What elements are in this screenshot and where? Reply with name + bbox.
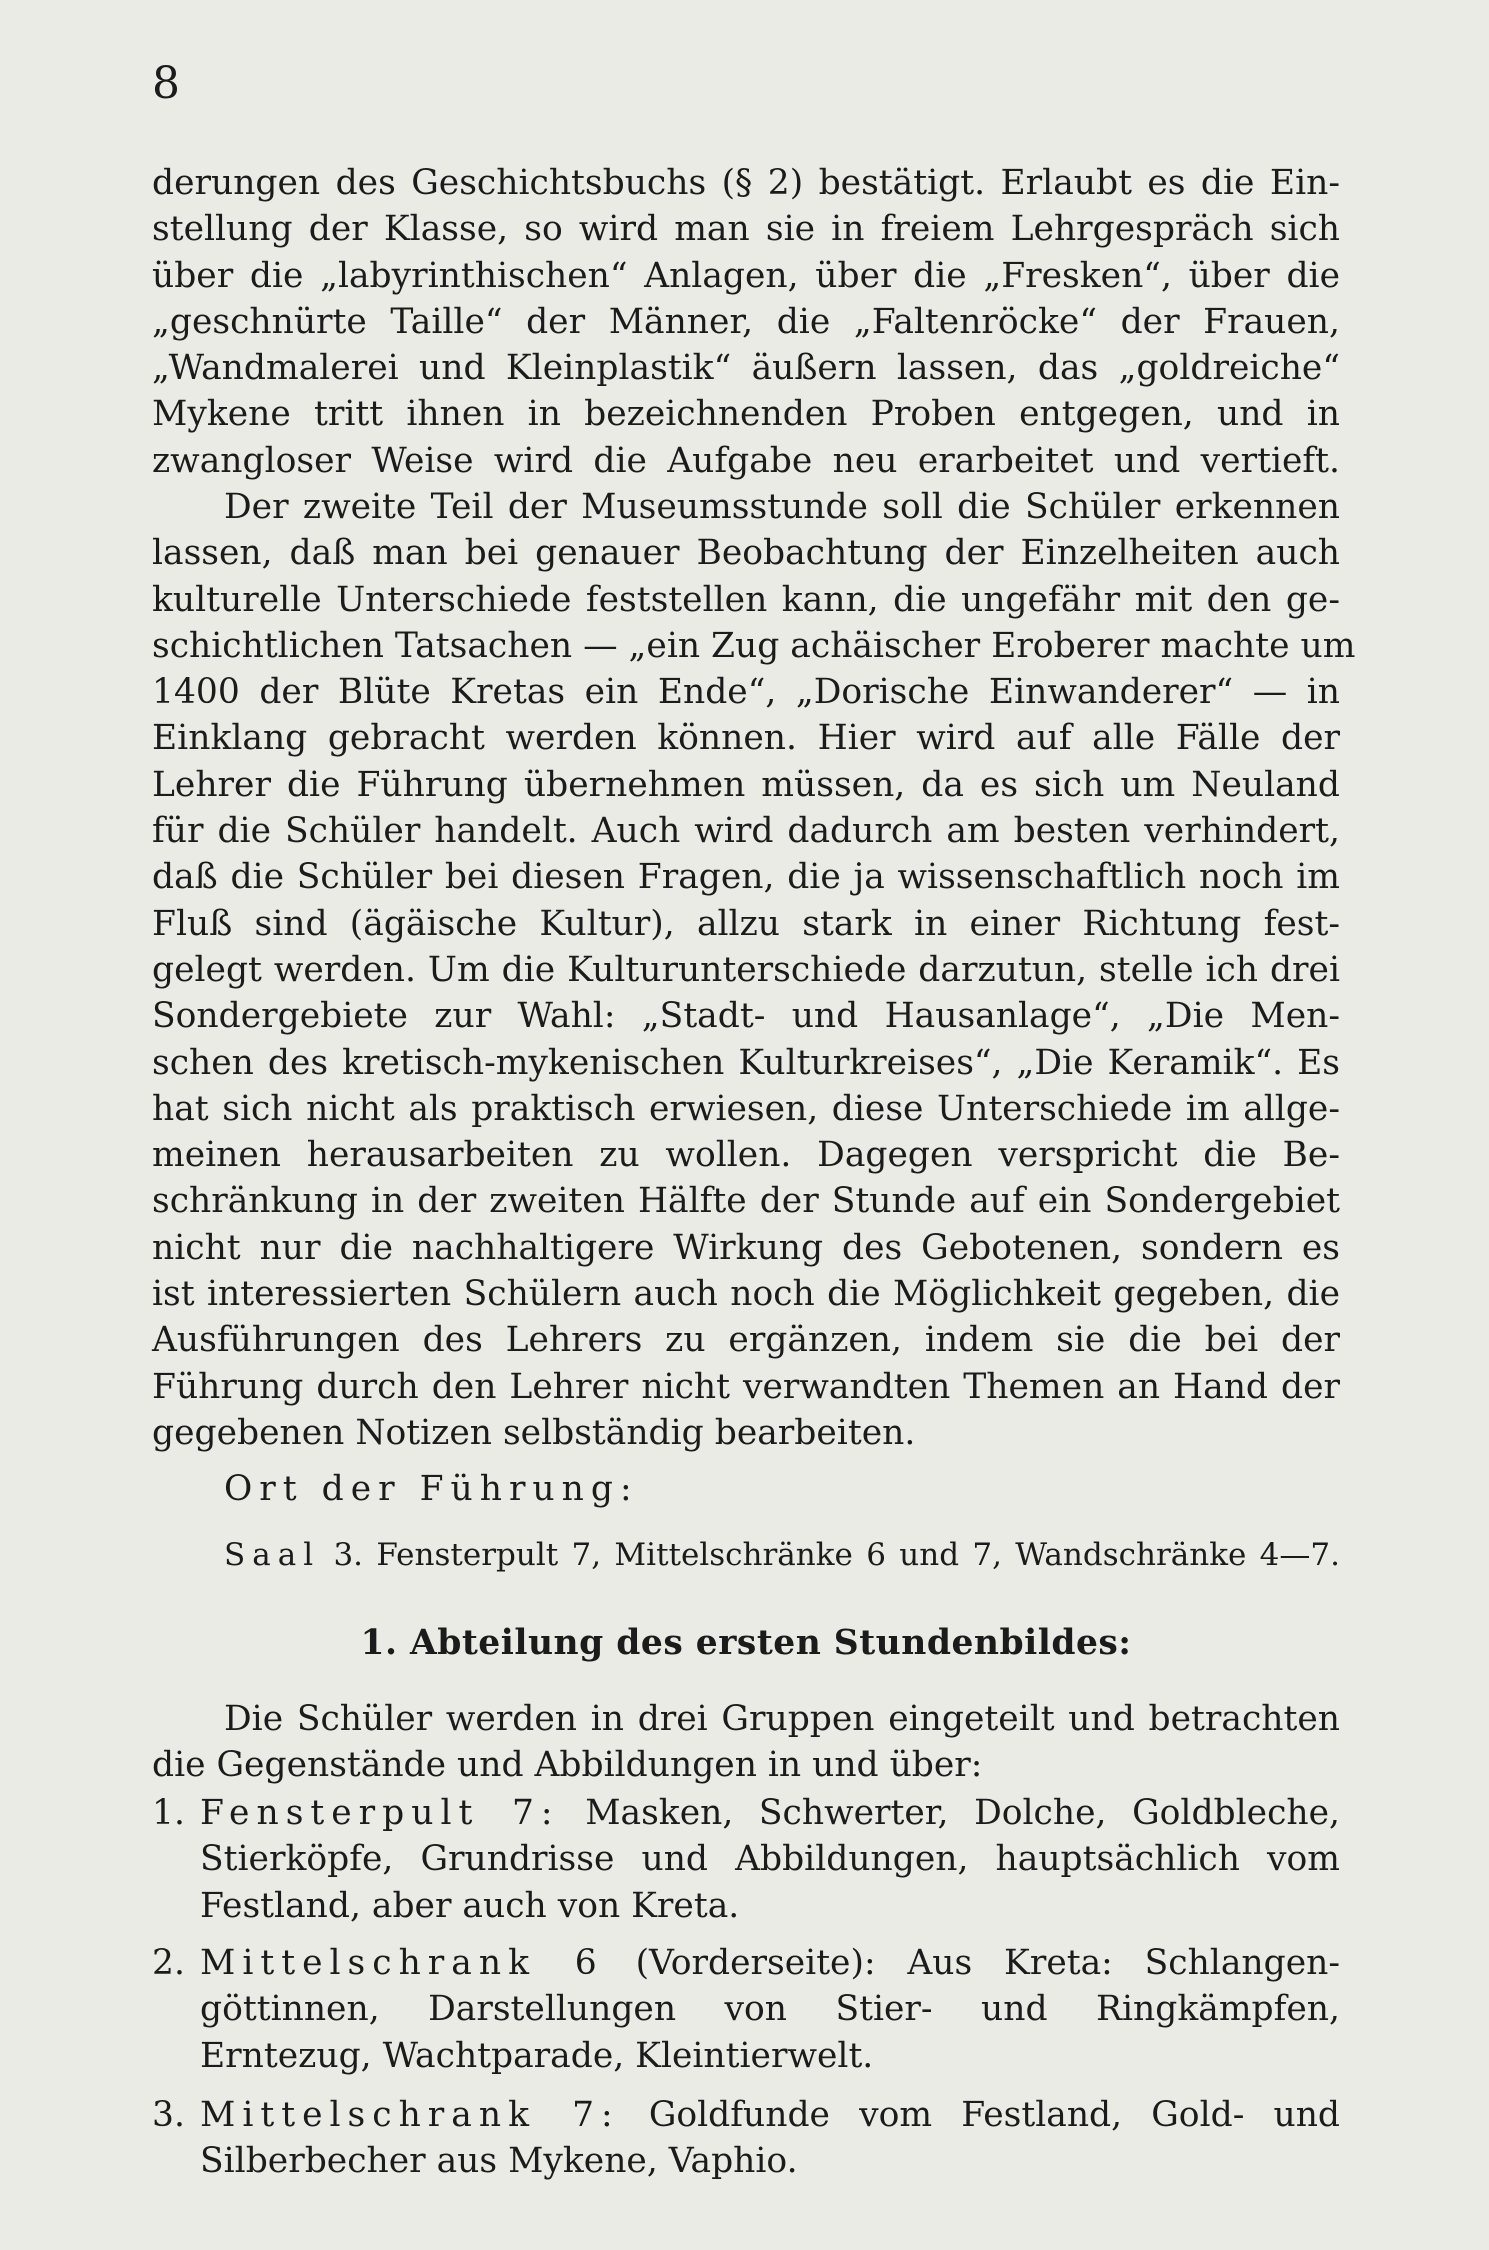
text-line: Ausführungen des Lehrers zu ergänzen, indem sie die bei der bbox=[152, 1320, 1340, 1361]
text-line: Erntezug, Wachtparade, Kleintierwelt. bbox=[200, 2035, 874, 2076]
location-label: Ort der Führung: bbox=[224, 1469, 639, 1509]
section-title: 1. Abteilung des ersten Stundenbildes: bbox=[360, 1623, 1132, 1663]
text-line: kulturelle Unterschiede feststellen kann, die ungefähr mit den ge- bbox=[152, 579, 1340, 620]
list-item-name: Fensterpult 7: bbox=[200, 1793, 560, 1833]
list-item-number: 2. bbox=[152, 1943, 185, 1983]
text-line: Mykene tritt ihnen in bezeichnenden Proben entgegen, und in bbox=[152, 394, 1340, 435]
text-line: derungen des Geschichtsbuchs (§ 2) bestätigt. Erlaubt es die Ein- bbox=[152, 163, 1340, 203]
text-line: stellung der Klasse, so wird man sie in freiem Lehrgespräch sich bbox=[152, 209, 1340, 250]
text-line: Lehrer die Führung übernehmen müssen, da es sich um Neuland bbox=[152, 764, 1340, 805]
list-item-name: Mittelschrank 6 bbox=[200, 1943, 604, 1983]
paragraph-1 bbox=[152, 160, 1340, 484]
saal-label: Saal bbox=[224, 1537, 321, 1573]
text-line: schichtlichen Tatsachen — „ein Zug achäischer Eroberer machte um bbox=[152, 625, 1356, 666]
saal-text: 3. Fensterpult 7, Mittelschränke 6 und 7, Wandschränke 4—7. bbox=[333, 1537, 1340, 1573]
text-line: hat sich nicht als praktisch erwiesen, diese Unterschiede im allge- bbox=[152, 1088, 1340, 1129]
text-line: Sondergebiete zur Wahl: „Stadt- und Hausanlage“, „Die Men- bbox=[152, 996, 1340, 1037]
section-heading bbox=[152, 1620, 1340, 1666]
location-heading bbox=[152, 1466, 1340, 1512]
text-line: „Wandmalerei und Kleinplastik“ äußern lassen, das „goldreiche“ bbox=[152, 348, 1340, 389]
list-item-name: Mittelschrank 7: bbox=[200, 2095, 620, 2135]
text-line: für die Schüler handelt. Auch wird dadurch am besten verhindert, bbox=[152, 811, 1340, 852]
list-item-text: Masken, Schwerter, Dolche, Goldbleche, bbox=[585, 1793, 1340, 1833]
text-line: meinen herausarbeiten zu wollen. Dagegen verspricht die Be- bbox=[152, 1135, 1340, 1176]
text-line: daß die Schüler bei diesen Fragen, die ja wissenschaftlich noch im bbox=[152, 857, 1340, 898]
text-line: Einklang gebracht werden können. Hier wird auf alle Fälle der bbox=[152, 718, 1340, 759]
list-item-first-line bbox=[152, 1940, 1340, 1986]
location-line bbox=[152, 1532, 1340, 1578]
text-line: gegebenen Notizen selbständig bearbeiten. bbox=[152, 1412, 916, 1453]
list-item-first-line bbox=[152, 1790, 1340, 1836]
list-item bbox=[152, 2092, 1340, 2185]
text-line: 1400 der Blüte Kretas ein Ende“, „Dorische Einwanderer“ — in bbox=[152, 672, 1340, 713]
text-line: Die Schüler werden in drei Gruppen eingeteilt und betrachten bbox=[224, 1699, 1340, 1739]
text-line: Silberbecher aus Mykene, Vaphio. bbox=[200, 2141, 798, 2182]
intro-paragraph bbox=[152, 1696, 1340, 1789]
text-line: die Gegenstände und Abbildungen in und über: bbox=[152, 1745, 983, 1786]
text-line: göttinnen, Darstellungen von Stier- und Ringkämpfen, bbox=[200, 1989, 1340, 2030]
text-line: Der zweite Teil der Museumsstunde soll die Schüler erkennen bbox=[224, 487, 1340, 527]
text-line: schränkung in der zweiten Hälfte der Stunde auf ein Sondergebiet bbox=[152, 1181, 1340, 1222]
text-line: schen des kretisch-mykenischen Kulturkreises“, „Die Keramik“. Es bbox=[152, 1042, 1340, 1083]
list-item bbox=[152, 1790, 1340, 1929]
text-line: ist interessierten Schülern auch noch die Möglichkeit gegeben, die bbox=[152, 1274, 1340, 1315]
text-line: zwangloser Weise wird die Aufgabe neu erarbeitet und vertieft. bbox=[152, 440, 1340, 481]
text-line: über die „labyrinthischen“ Anlagen, über die „Fresken“, über die bbox=[152, 255, 1340, 296]
text-line: Stierköpfe, Grundrisse und Abbildungen, hauptsächlich vom bbox=[200, 1839, 1340, 1880]
text-line: Festland, aber auch von Kreta. bbox=[200, 1885, 740, 1926]
text-line: lassen, daß man bei genauer Beobachtung der Einzelheiten auch bbox=[152, 533, 1340, 574]
page-number: 8 bbox=[152, 58, 180, 109]
list-item-number: 3. bbox=[152, 2095, 185, 2135]
list-item bbox=[152, 1940, 1340, 2079]
text-line: Führung durch den Lehrer nicht verwandten Themen an Hand der bbox=[152, 1366, 1340, 1407]
list-item-first-line bbox=[152, 2092, 1340, 2138]
text-line: „geschnürte Taille“ der Männer, die „Faltenröcke“ der Frauen, bbox=[152, 301, 1340, 342]
location-detail bbox=[152, 1532, 1340, 1578]
text-line: Fluß sind (ägäische Kultur), allzu stark in einer Richtung fest- bbox=[152, 903, 1340, 944]
paragraph-2 bbox=[152, 484, 1356, 1456]
text-line: nicht nur die nachhaltigere Wirkung des Gebotenen, sondern es bbox=[152, 1227, 1340, 1268]
list-item-number: 1. bbox=[152, 1793, 185, 1833]
list-item-text: Goldfunde vom Festland, Gold- und bbox=[648, 2095, 1340, 2135]
list-item-text: (Vorderseite): Aus Kreta: Schlangen- bbox=[635, 1943, 1340, 1983]
text-line: gelegt werden. Um die Kulturunterschiede darzutun, stelle ich drei bbox=[152, 949, 1340, 990]
